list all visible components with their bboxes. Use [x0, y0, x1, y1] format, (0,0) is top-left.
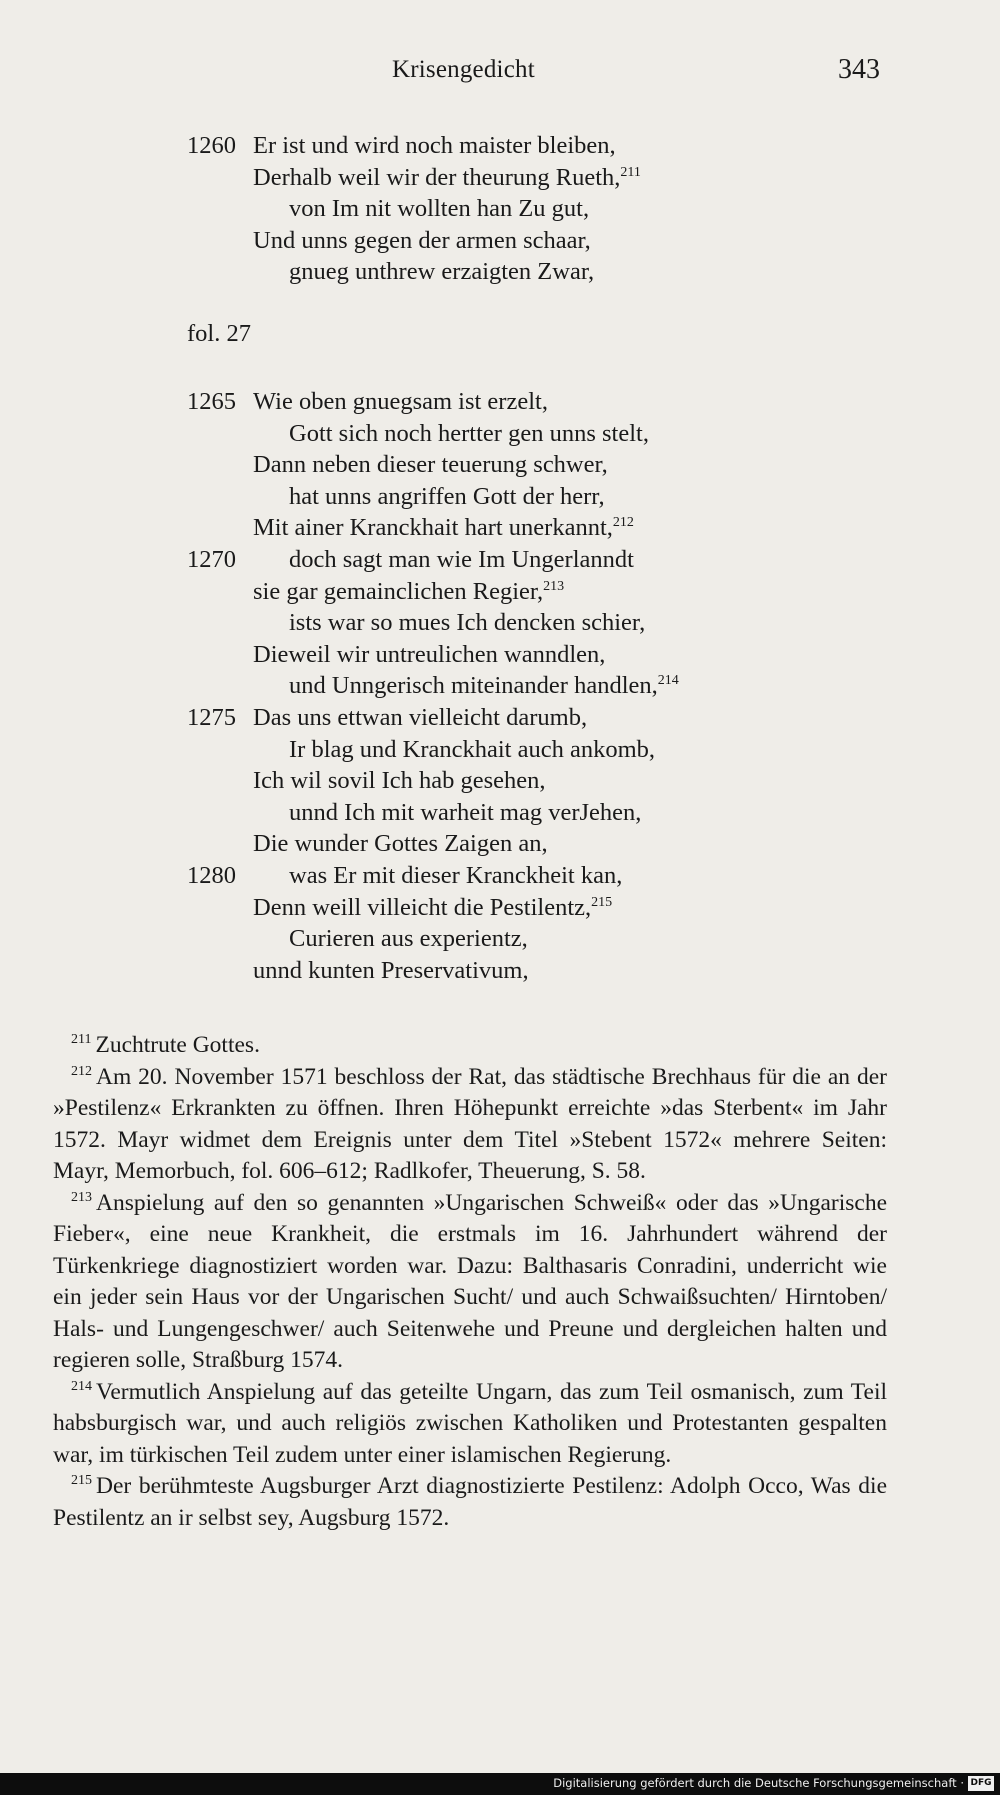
verse-text	[253, 576, 564, 608]
verse-text	[253, 639, 605, 671]
running-header-title: Krisengedicht	[392, 56, 535, 83]
footnote	[53, 1030, 887, 1062]
verse-text-content: Gott sich noch hertter gen unns stelt,	[289, 419, 649, 447]
verse-text	[289, 860, 622, 892]
verse-text-content: Er ist und wird noch maister bleiben,	[253, 132, 616, 159]
footnote	[53, 1188, 887, 1377]
page-number: 343	[838, 54, 880, 85]
verse-text	[289, 797, 641, 829]
verse-text	[289, 481, 605, 513]
verse-line-number: 1275	[187, 704, 236, 731]
verse-line-number: 1265	[187, 388, 236, 415]
digitization-bar	[0, 1773, 1000, 1795]
verse-text-content: was Er mit dieser Kranckheit kan,	[289, 862, 623, 889]
verse-text-content: Ir blag und Kranckhait auch ankomb,	[289, 735, 656, 763]
folio-marker: fol. 27	[187, 320, 251, 347]
verse-text-content: von Im nit wollten han Zu gut,	[289, 195, 590, 223]
verse-text-content: Mit ainer Kranckhait hart unerkannt,	[253, 514, 613, 542]
verse-text-content: Wie oben gnuegsam ist erzelt,	[253, 388, 548, 415]
footnote	[53, 1377, 887, 1472]
verse-text	[289, 193, 589, 225]
verse-line-number: 1270	[187, 546, 236, 573]
verse-text-content: Und unns gegen der armen schaar,	[253, 226, 591, 254]
verse-text	[253, 225, 591, 257]
verse-text-content: hat unns angriffen Gott der herr,	[289, 482, 605, 510]
verse-text-content: Denn weill villeicht die Pestilentz,	[253, 893, 592, 921]
footnote-reference[interactable]: 212	[612, 515, 634, 531]
footnote-text: Vermutlich Anspielung auf das geteilte Ungarn, das zum Teil osmanisch, zum Teil habsburgisch war, und auch religiös zwischen Katholiken und Protestanten gespalten war, im türkischen Teil zudem unter einer islamischen Regierung.	[53, 1378, 887, 1468]
verse-text	[253, 512, 634, 544]
dfg-credit-text: Digitalisierung gefördert durch die Deutsche Forschungsgemeinschaft ·	[553, 1776, 964, 1790]
verse-text-content: Ich wil sovil Ich hab gesehen,	[253, 767, 546, 795]
verse-text-content: und Unngerisch miteinander handlen,	[289, 672, 658, 700]
verse-text	[289, 544, 634, 576]
footnote-text: Anspielung auf den so genannten »Ungarischen Schweiß« oder das »Ungarische Fieber«, eine neue Krankheit, die erstmals im 16. Jahrhundert während der Türkenkriege diagnostiziert worden war. Dazu: Balthasaris Conradini, underricht wie ein jeder sein Haus vor der Ungarischen Sucht/ und auch Schwaißsuchten/ Hirntoben/ Hals- und Lungengeschwer/ auch Seitenwehe und Preune und dergleichen halten und regieren solle, Straßburg 1574.	[53, 1189, 887, 1373]
verse-text-content: doch sagt man wie Im Ungerlanndt	[289, 546, 634, 573]
verse-line-number: 1260	[187, 132, 236, 159]
verse-text	[253, 892, 612, 924]
footnote-text: Am 20. November 1571 beschloss der Rat, das städtische Brechhaus für die an der »Pestilenz« Erkrankten zu öffnen. Ihren Höhepunkt erreichte »das Sterbent« im Jahr 1572. Mayr widmet dem Ereignis unter dem Titel »Stebent 1572« mehrere Seiten: Mayr, Memorbuch, fol. 606–612; Radlkofer, Theuerung, S. 58.	[53, 1063, 887, 1184]
verse-text-content: unnd kunten Preservativum,	[253, 956, 529, 984]
footnote	[53, 1471, 887, 1534]
footnote-number: 214	[71, 1378, 92, 1394]
verse-text	[289, 923, 528, 955]
footnote-number: 213	[71, 1189, 92, 1205]
verse-text	[253, 130, 616, 162]
verse-text-content: unnd Ich mit warheit mag verJehen,	[289, 798, 642, 826]
footnote-text: Der berühmteste Augsburger Arzt diagnostizierte Pestilenz: Adolph Occo, Was die Pestilentz an ir selbst sey, Augsburg 1572.	[53, 1473, 887, 1531]
verse-text	[253, 449, 608, 481]
verse-text	[289, 256, 594, 288]
verse-text	[253, 162, 641, 194]
footnote-text: Zuchtrute Gottes.	[95, 1032, 260, 1058]
verse-text-content: Derhalb weil wir der theurung Rueth,	[253, 163, 621, 191]
verse-text	[289, 418, 649, 450]
footnote-reference[interactable]: 213	[543, 578, 565, 594]
footnote-number: 211	[71, 1032, 92, 1048]
footnote-reference[interactable]: 215	[591, 894, 613, 910]
verse-text	[289, 734, 655, 766]
verse-text-content: Die wunder Gottes Zaigen an,	[253, 830, 548, 858]
verse-text	[289, 670, 679, 702]
verse-text-content: Curieren aus experientz,	[289, 925, 528, 953]
footnote-number: 215	[71, 1473, 92, 1489]
verse-text-content: gnueg unthrew erzaigten Zwar,	[289, 258, 595, 286]
verse-text	[253, 386, 548, 418]
footnotes	[53, 1030, 887, 1534]
verse-text-content: Das uns ettwan vielleicht darumb,	[253, 704, 588, 731]
footnote	[53, 1062, 887, 1188]
footnote-number: 212	[71, 1063, 92, 1079]
verse-text	[253, 955, 529, 987]
footnote-reference[interactable]: 211	[620, 164, 641, 180]
footnote-reference[interactable]: 214	[657, 673, 679, 689]
verse-text	[253, 702, 587, 734]
verse-text	[253, 828, 548, 860]
verse-text-content: Dieweil wir untreulichen wanndlen,	[253, 640, 606, 668]
verse-line-number: 1280	[187, 862, 236, 889]
verse-text-content: ists war so mues Ich dencken schier,	[289, 609, 646, 637]
verse-text	[253, 765, 546, 797]
verse-text-content: sie gar gemainclichen Regier,	[253, 577, 544, 605]
dfg-logo: DFG	[968, 1776, 994, 1791]
verse-text	[289, 607, 645, 639]
verse-text-content: Dann neben dieser teuerung schwer,	[253, 451, 608, 479]
